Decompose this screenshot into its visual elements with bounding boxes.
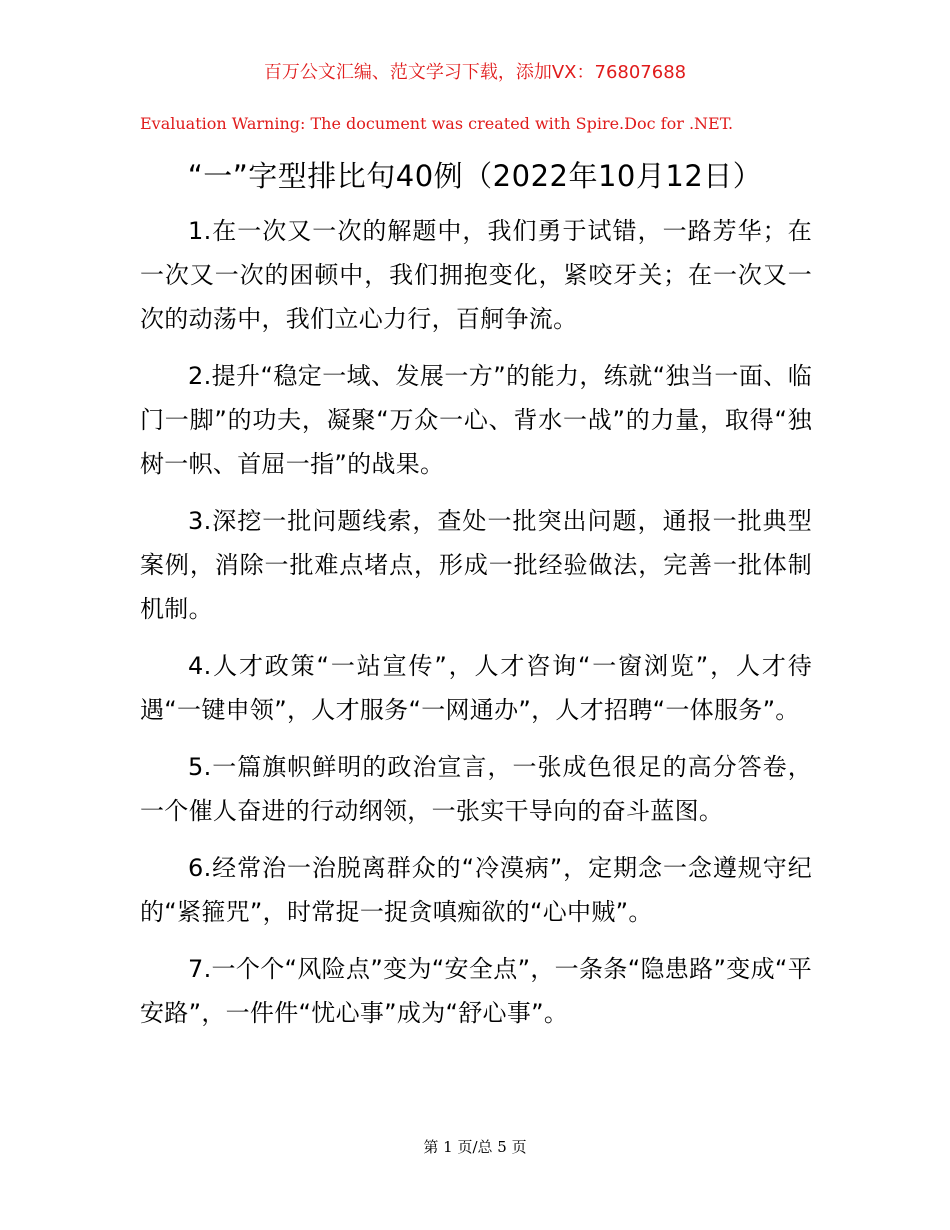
- paragraph-6: 6.经常治一治脱离群众的“冷漠病”，定期念一念遵规守纪的“紧箍咒”，时常捉一捉贪嗔痴欲的“心中贼”。: [140, 854, 812, 926]
- paragraph-2: 2.提升“稳定一域、发展一方”的能力，练就“独当一面、临门一脚”的功夫，凝聚“万众一心、背水一战”的力量，取得“独树一帜、首屈一指”的战果。: [140, 362, 812, 478]
- document-title: “一”字型排比句40例（2022年10月12日）: [187, 159, 763, 193]
- paragraph-1: 1.在一次又一次的解题中，我们勇于试错，一路芳华；在一次又一次的困顿中，我们拥抱变化，紧咬牙关；在一次又一次的动荡中，我们立心力行，百舸争流。: [140, 217, 812, 333]
- paragraph-7: 7.一个个“风险点”变为“安全点”，一条条“隐患路”变成“平安路”，一件件“忧心事”成为“舒心事”。: [140, 955, 812, 1027]
- document-body: [140, 209, 812, 1048]
- paragraph-5: 5.一篇旗帜鲜明的政治宣言，一张成色很足的高分答卷，一个催人奋进的行动纲领，一张实干导向的奋斗蓝图。: [140, 753, 812, 825]
- paragraph-4: 4.人才政策“一站宣传”，人才咨询“一窗浏览”，人才待遇“一键申领”，人才服务“一网通办”，人才招聘“一体服务”。: [140, 652, 812, 724]
- paragraph-3: 3.深挖一批问题线索，查处一批突出问题，通报一批典型案例，消除一批难点堵点，形成一批经验做法，完善一批体制机制。: [140, 507, 812, 623]
- page-footer: 第 1 页/总 5 页: [423, 1138, 527, 1156]
- header-ad-text: 百万公文汇编、范文学习下载，添加VX：76807688: [263, 62, 687, 83]
- evaluation-warning: Evaluation Warning: The document was created with Spire.Doc for .NET.: [140, 114, 734, 133]
